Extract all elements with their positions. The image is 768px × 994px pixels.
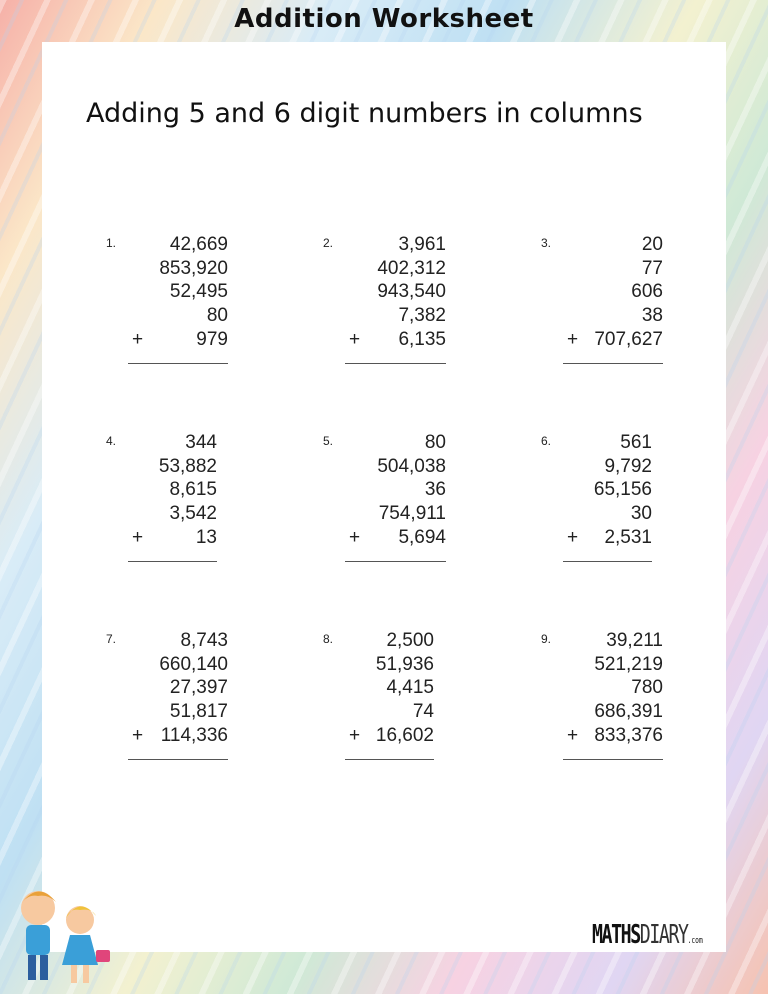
addend: 42,669 (169, 234, 228, 255)
problem-number: 9. (541, 632, 552, 646)
kids-illustration (8, 880, 118, 990)
addend: 754,911 (378, 503, 446, 525)
addend: 36 (424, 479, 446, 501)
problem-number: 5. (323, 434, 334, 448)
addend: 2,500 (386, 630, 434, 651)
addend: 3,961 (398, 234, 446, 255)
addend: 77 (641, 257, 663, 279)
addend: 38 (641, 305, 663, 327)
addend: 7,382 (398, 305, 446, 327)
plus-sign: + (567, 328, 579, 350)
addend-row (128, 304, 228, 328)
addend: 51,936 (375, 653, 434, 675)
addend-row (563, 233, 663, 257)
addend: 13 (195, 526, 217, 548)
addend: 27,397 (169, 677, 228, 699)
plus-sign: + (349, 526, 361, 548)
addend-row (345, 629, 434, 653)
addend-row (563, 257, 663, 281)
plus-sign: + (567, 724, 579, 746)
addend-row (563, 724, 663, 748)
addend: 943,540 (377, 281, 446, 303)
addend-row (345, 257, 446, 281)
addend-row (128, 724, 228, 748)
addend-row (128, 653, 228, 677)
addend: 833,376 (594, 724, 663, 746)
addend-row (128, 257, 228, 281)
problem-number: 7. (106, 632, 117, 646)
addend-row (128, 502, 217, 526)
addend-row (563, 280, 663, 304)
addend: 65,156 (593, 479, 652, 501)
answer-line[interactable] (563, 759, 663, 760)
addend: 521,219 (594, 653, 663, 675)
addend-row (563, 502, 652, 526)
addend: 9,792 (604, 455, 652, 477)
addend-row (345, 478, 446, 502)
answer-line[interactable] (563, 561, 652, 562)
addend: 39,211 (606, 630, 663, 651)
addend-row (563, 676, 663, 700)
answer-line[interactable] (128, 561, 217, 562)
problem-number: 4. (106, 434, 117, 448)
addend-row (563, 304, 663, 328)
plus-sign: + (349, 724, 361, 746)
addend: 780 (631, 677, 663, 699)
addend: 3,542 (169, 503, 217, 525)
addend-row (128, 478, 217, 502)
addend: 8,615 (169, 479, 217, 501)
addend: 606 (631, 281, 663, 303)
addend-row (345, 700, 434, 724)
answer-line[interactable] (128, 759, 228, 760)
addend-row (345, 653, 434, 677)
addend: 16,602 (375, 724, 434, 746)
addend-row (345, 526, 446, 550)
addend: 6,135 (398, 328, 446, 350)
addend: 30 (630, 503, 652, 525)
addend: 8,743 (180, 630, 228, 651)
addend: 402,312 (377, 257, 446, 279)
addend: 686,391 (594, 701, 663, 723)
addend: 707,627 (594, 328, 663, 350)
plus-sign: + (132, 526, 144, 548)
addend: 52,495 (169, 281, 228, 303)
addend: 660,140 (159, 653, 228, 675)
addend: 853,920 (159, 257, 228, 279)
addend-row (563, 653, 663, 677)
logo-suffix: .com (687, 936, 703, 946)
addend: 53,882 (158, 455, 217, 477)
addend-row (345, 502, 446, 526)
addend-row (563, 455, 652, 479)
addend-row (128, 455, 217, 479)
addend: 51,817 (169, 701, 228, 723)
addend: 80 (424, 432, 446, 453)
addend-row (345, 233, 446, 257)
mathsdiary-logo (592, 920, 703, 950)
answer-line[interactable] (345, 363, 446, 364)
addend: 2,531 (604, 526, 652, 548)
addend: 114,336 (160, 724, 228, 746)
logo-bold: MATHS (592, 920, 640, 950)
addend-row (128, 676, 228, 700)
addend-row (345, 724, 434, 748)
addend-row (563, 478, 652, 502)
addend-row (563, 328, 663, 352)
addend: 5,694 (398, 526, 446, 548)
addend-row (345, 676, 434, 700)
answer-line[interactable] (345, 561, 446, 562)
problem-number: 8. (323, 632, 334, 646)
plus-sign: + (567, 526, 579, 548)
addend-row (345, 455, 446, 479)
addend: 4,415 (386, 677, 434, 699)
addend-row (563, 431, 652, 455)
problem-number: 2. (323, 236, 334, 250)
addend-row (345, 328, 446, 352)
answer-line[interactable] (563, 363, 663, 364)
plus-sign: + (132, 328, 144, 350)
addend-row (128, 328, 228, 352)
addend: 979 (196, 328, 228, 350)
addend-row (563, 526, 652, 550)
addend: 504,038 (377, 455, 446, 477)
addend: 561 (620, 432, 652, 453)
answer-line[interactable] (128, 363, 228, 364)
addend: 80 (206, 305, 228, 327)
addend: 74 (412, 701, 434, 723)
plus-sign: + (349, 328, 361, 350)
addend-row (128, 431, 217, 455)
plus-sign: + (132, 724, 144, 746)
answer-line[interactable] (345, 759, 434, 760)
addend-row (563, 700, 663, 724)
addend-row (128, 233, 228, 257)
worksheet-subtitle: Adding 5 and 6 digit numbers in columns (86, 98, 643, 129)
addend-row (128, 280, 228, 304)
problem-number: 1. (106, 236, 117, 250)
problem-number: 6. (541, 434, 552, 448)
addend-row (128, 700, 228, 724)
addend-row (345, 304, 446, 328)
problem-number: 3. (541, 236, 552, 250)
addend: 20 (641, 234, 663, 255)
addend-row (128, 629, 228, 653)
addend-row (345, 431, 446, 455)
addend: 344 (185, 432, 217, 453)
addend-row (128, 526, 217, 550)
logo-light: DIARY (639, 920, 688, 950)
worksheet-title: Addition Worksheet (234, 4, 534, 34)
addend-row (563, 629, 663, 653)
addend-row (345, 280, 446, 304)
